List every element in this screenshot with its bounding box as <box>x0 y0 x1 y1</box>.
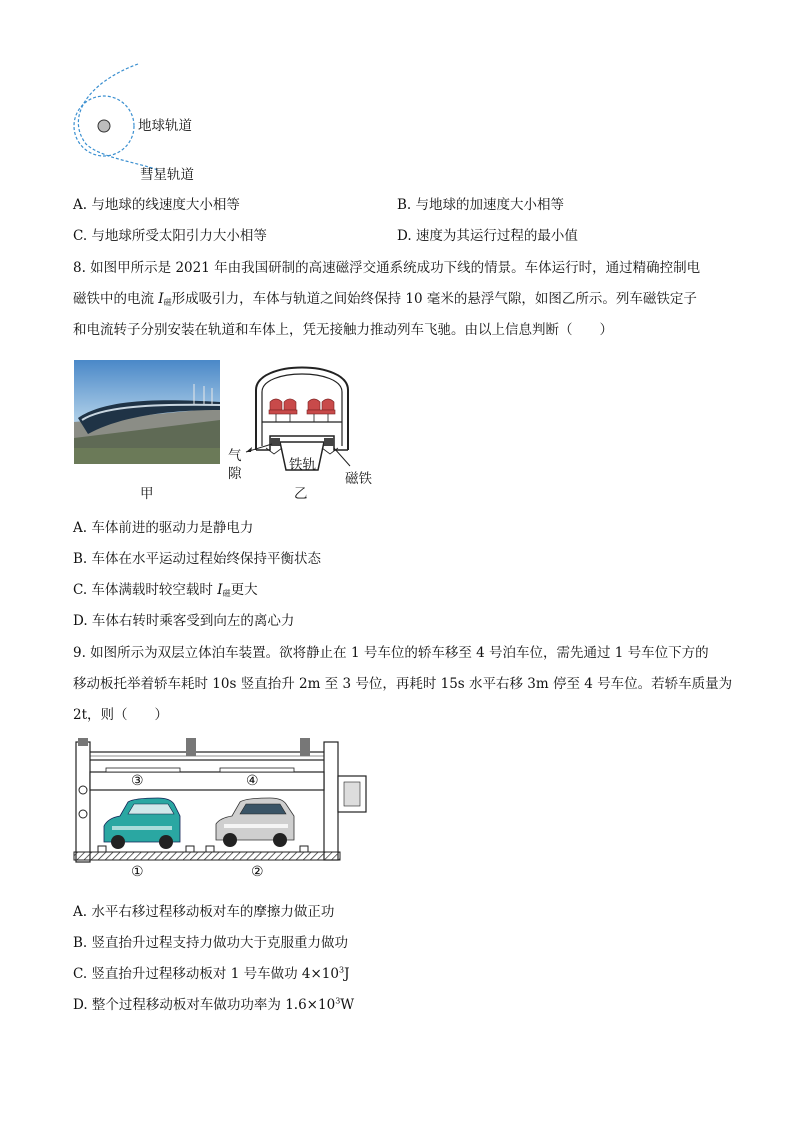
q9-option-c[interactable]: C. 竖直抬升过程移动板对 1 号车做功 $4\times 10^3J$ <box>73 965 350 982</box>
magnet-label: 磁铁 <box>345 471 372 487</box>
earth-orbit-label: 地球轨道 <box>138 118 192 134</box>
q7-option-b[interactable]: B. 与地球的加速度大小相等 <box>397 197 565 213</box>
comet-orbit-label: 彗星轨道 <box>140 167 194 183</box>
q9-stem-line3: 2t，则（ ） <box>73 707 169 723</box>
slot-3-label: ③ <box>131 773 144 789</box>
slot-4-label: ④ <box>246 773 259 789</box>
sun <box>98 120 110 132</box>
label-jia: 甲 <box>140 486 154 502</box>
parking-diagram <box>68 734 374 882</box>
q9-stem-line2: 移动板托举着轿车耗时 10s 竖直抬升 2m 至 3 号位，再耗时 15s 水平右移 3m 停至 4 号车位。若轿车质量为 <box>73 676 733 692</box>
q8-option-c[interactable]: C. 车体满载时较空载时 $I_磁$更大 <box>73 582 258 598</box>
slot-1-label: ① <box>131 864 144 880</box>
q7-option-c[interactable]: C. 与地球所受太阳引力大小相等 <box>73 228 267 244</box>
q8-option-a[interactable]: A. 车体前进的驱动力是静电力 <box>73 520 254 536</box>
q8-stem-line2: 磁铁中的电流 $I_磁$形成吸引力，车体与轨道之间始终保持 10 毫米的悬浮气隙，如图乙所示。列车磁铁定子 <box>73 291 697 307</box>
q8-stem-line1: 8. 如图甲所示是 2021 年由我国研制的高速磁浮交通系统成功下线的情景。车体运行时，通过精确控制电 <box>73 260 701 276</box>
q9-option-d[interactable]: D. 整个过程移动板对车做功功率为 $1.6\times 10^3W$ <box>73 996 355 1013</box>
q9-option-a[interactable]: A. 水平右移过程移动板对车的摩擦力做正功 <box>73 904 335 920</box>
q7-option-a[interactable]: A. 与地球的线速度大小相等 <box>73 197 240 213</box>
gap-label-1: 气 <box>228 448 242 464</box>
slot-2-label: ② <box>251 864 264 880</box>
maglev-photo <box>74 360 220 464</box>
rail-label: 铁轨 <box>289 457 316 473</box>
q9-option-b[interactable]: B. 竖直抬升过程支持力做功大于克服重力做功 <box>73 935 349 951</box>
gap-label-2: 隙 <box>228 466 242 482</box>
q8-stem-line3: 和电流转子分别安装在轨道和车体上，凭无接触力推动列车飞驰。由以上信息判断（ ） <box>73 322 613 338</box>
car-silver <box>216 798 294 847</box>
q8-option-d[interactable]: D. 车体右转时乘客受到向左的离心力 <box>73 613 295 629</box>
q9-stem-line1: 9. 如图所示为双层立体泊车装置。欲将静止在 1 号车位的轿车移至 4 号泊车位，需先通过 1 号车位下方的 <box>73 645 709 661</box>
q8-option-b[interactable]: B. 车体在水平运动过程始终保持平衡状态 <box>73 551 322 567</box>
q7-option-d[interactable]: D. 速度为其运行过程的最小值 <box>397 228 578 244</box>
label-yi: 乙 <box>294 486 308 502</box>
car-teal <box>104 798 180 849</box>
